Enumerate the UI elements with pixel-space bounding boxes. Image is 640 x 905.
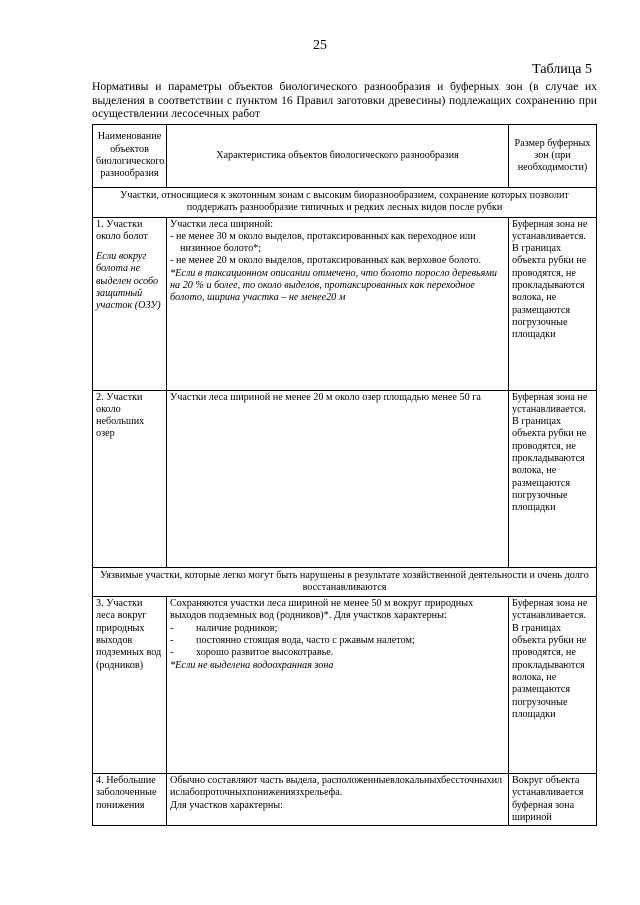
row-buffer-cell: Буферная зона не устанавливается. В границах объекта рубки не проводятся, не прокладываются волока, не размещаются погрузочные площадки [509, 597, 597, 774]
char-intro: Обычно составляют часть выдела, расположенныевлокальныхбессточныхилислабопроточныхпонижениязхрельефа. [170, 775, 503, 799]
table-label: Таблица 5 [532, 62, 592, 77]
section-title: Участки, относящиеся к экотонным зонам с высоким биоразнообразием, сохранение которых позволит поддержать разнообразие типичных и редких лесных видов после рубки [93, 188, 597, 218]
header-name: Наименование объектов биологического разнообразия [93, 125, 167, 188]
section-row-ecotone [93, 188, 597, 218]
row-characteristic-cell: Участки леса шириной не менее 20 м около озер площадью менее 50 га [167, 390, 509, 567]
char-item: - не менее 30 м около выделов, протаксированных как переходное или низинное болото*; [170, 230, 476, 255]
char-note: *Если в таксационном описании отмечено, что болото поросло деревьями на 20 % и более, то около выделов, протаксированных как переходное болото, ширина участка – не менее20 м [170, 267, 497, 304]
table-header-row [93, 125, 597, 188]
row-name: 1. Участки около болот [96, 218, 148, 242]
table-row [93, 217, 597, 390]
row-characteristic-cell [167, 774, 509, 826]
char-item: - не менее 20 м около выделов, протаксированных как верховое болото. [170, 255, 482, 267]
char-item: наличие родников; [196, 622, 278, 634]
row-name-note: Если вокруг болота не выделен особо защитный участок (ОЗУ) [96, 251, 161, 312]
table-row [93, 390, 597, 567]
char-intro: Участки леса шириной: [170, 218, 274, 230]
row-name-cell [93, 217, 167, 390]
char-item: постоянно стоящая вода, часто с ржавым налетом; [196, 635, 415, 647]
header-buffer: Размер буферных зон (при необходимости) [509, 125, 597, 188]
header-characteristic: Характеристика объектов биологического разнообразия [167, 125, 509, 188]
table-caption: Нормативы и параметры объектов биологического разнообразия и буферных зон (в случае их выделения в соответствии с пунктом 16 Правил заготовки древесины) подлежащих сохранению при осуществлении лесосечных работ [92, 80, 597, 121]
char-intro: Сохраняются участки леса шириной не менее 50 м вокруг природных выходов подземных вод (родников)*. Для участков характерны: [170, 598, 474, 622]
char-item: хорошо развитое высокотравье. [196, 647, 334, 659]
row-name-cell: 2. Участки около небольших озер [93, 390, 167, 567]
row-characteristic-cell [167, 217, 509, 390]
row-name-cell: 3. Участки леса вокруг природных выходов подземных вод (родников) [93, 597, 167, 774]
biodiversity-table [92, 124, 597, 826]
section-title: Уязвимые участки, которые легко могут быть нарушены в результате хозяйственной деятельности и очень долго восстанавливаются [93, 567, 597, 597]
table-row [93, 774, 597, 826]
row-buffer-cell: Вокруг объекта устанавливается буферная зона шириной [509, 774, 597, 826]
row-buffer-cell: Буферная зона не устанавливается. В границах объекта рубки не проводятся, не прокладываются волока, не размещаются погрузочные площадки [509, 217, 597, 390]
row-buffer-cell: Буферная зона не устанавливается. В границах объекта рубки не проводятся, не прокладываются волока, не размещаются погрузочные площадки [509, 390, 597, 567]
table-row [93, 597, 597, 774]
row-characteristic-cell: Сохраняются участки леса шириной не менее 50 м вокруг природных выходов подземных вод (родников)*. Для участков характерны: - наличие родников; - постоянно стоящая вода, часто с ржавым налетом; - хорошо развитое высокотравье. *Если не выделена водоохранная зона [167, 597, 509, 774]
char-more: Для участков характерны: [170, 799, 283, 811]
section-row-vulnerable [93, 567, 597, 597]
char-note: *Если не выделена водоохранная зона [170, 659, 334, 671]
page-number: 25 [313, 38, 327, 53]
row-name-cell: 4. Небольшие заболоченные понижения [93, 774, 167, 826]
